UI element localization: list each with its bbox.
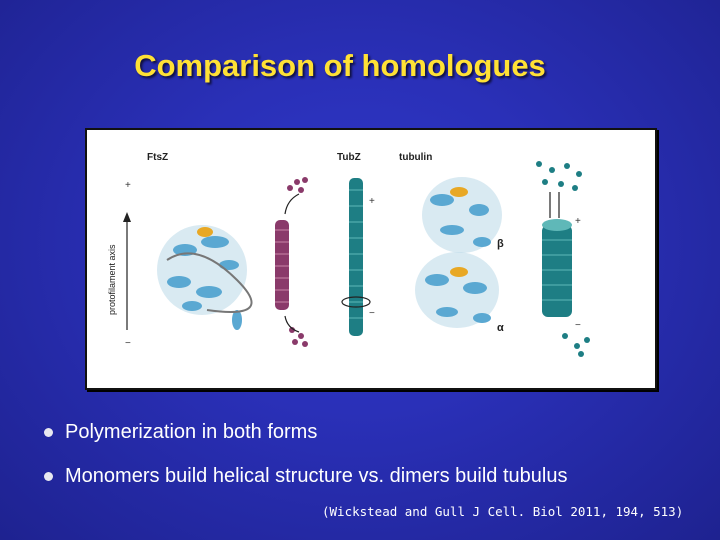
citation: (Wickstead and Gull J Cell. Biol 2011, 194, 513) [322,504,684,519]
bullet-text: Polymerization in both forms [65,420,318,443]
tubz-filament [342,178,370,336]
tubulin-dimer-structure [415,177,502,328]
svg-text:−: − [575,320,581,331]
microtubule-cylinder [542,219,572,317]
label-tubz: TubZ [337,152,361,163]
label-protofilament-axis: protofilament axis [107,244,117,315]
svg-text:+: + [575,216,581,227]
bullet-text: Monomers build helical structure vs. dimers build tubulus [65,464,568,487]
figure-illustration [87,130,655,388]
ftsz-free-monomers [287,177,308,347]
bullet-icon [44,472,53,481]
bullet-icon [44,428,53,437]
ftsz-filament [275,220,289,310]
bullet-list [44,410,567,498]
label-alpha: α [497,322,504,334]
ftsz-monomer-structure [157,225,252,330]
label-beta: β [497,238,504,250]
label-tubulin: tubulin [399,152,433,163]
axis-minus-sign: − [125,338,131,349]
label-ftsz: FtsZ [147,152,169,163]
svg-text:−: − [369,308,375,319]
bullet-item [44,454,567,498]
bullet-item [44,410,567,454]
svg-text:+: + [369,196,375,207]
slide-title: Comparison of homologues [134,48,546,83]
axis-plus-sign: + [125,180,131,191]
protein-structure-figure [85,128,657,390]
